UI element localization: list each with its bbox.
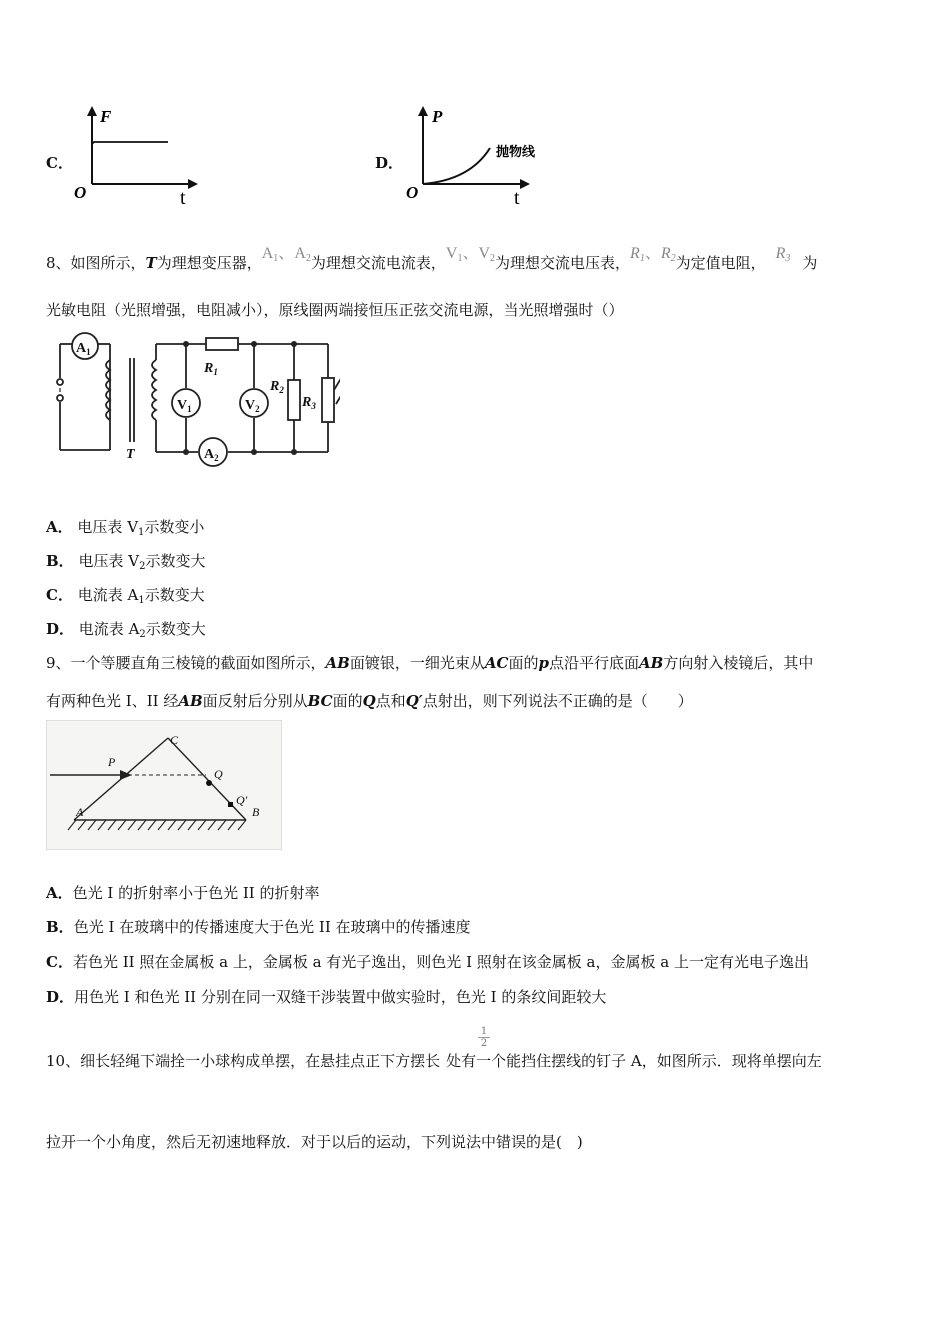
q8-symbol-T: T — [145, 254, 157, 272]
graph-d-x-label: t — [514, 187, 520, 209]
q8-sep3: 、 — [644, 245, 661, 262]
graph-d-power-time — [400, 100, 570, 210]
q8-text5: 为 — [802, 254, 818, 272]
q9-option-b[interactable]: B．色光 I 在玻璃中的传播速度大于色光 II 在玻璃中的传播速度 — [46, 918, 471, 936]
graph-c-origin: O — [74, 183, 87, 202]
circuit-meter-V2: $V_2$ — [245, 398, 260, 414]
graph-c-x-label: t — [180, 187, 186, 209]
q8-stem-line1 — [46, 245, 818, 274]
q9-option-d[interactable]: D．用色光 I 和色光 II 分别在同一双缝干涉装置中做实验时，色光 I 的条纹间距较大 — [46, 988, 607, 1006]
q9-stem-line1: 9、一个等腰直角三棱镜的截面如图所示，AB面镀银，一细光束从AC面的p点沿平行底面AB方向射入棱镜后，其中 — [46, 654, 814, 672]
graph-d-curve-label: 抛物线 — [496, 144, 536, 159]
q9-option-c[interactable]: C．若色光 II 照在金属板 a 上，金属板 a 有光子逸出，则色光 I 照射在该金属板 a，金属板 a 上一定有光电子逸出 — [46, 953, 809, 971]
q8-prefix: 8、如图所示， — [46, 254, 146, 272]
circuit-label-T: T — [126, 447, 135, 462]
graph-d-origin: O — [406, 183, 419, 202]
q8-symbol-V2: $V_2$ — [478, 245, 496, 264]
q8-sep2: 、 — [462, 245, 479, 262]
circuit-label-R1: $R_1$ — [204, 361, 218, 377]
prism-label-C: C — [170, 733, 179, 747]
graph-d-y-label: P — [432, 107, 443, 126]
option-d-label: D． — [375, 154, 404, 172]
q8-symbol-R1: $R_1$ — [630, 245, 645, 264]
q8-symbol-R3: $R_3$ — [775, 245, 791, 264]
q8-text4: 为定值电阻， — [675, 254, 766, 272]
q8-text3: 为理想交流电压表， — [495, 254, 631, 272]
graph-c-force-time — [70, 100, 210, 210]
q8-symbol-R2: $R_2$ — [660, 245, 676, 264]
q10-fraction — [478, 1026, 490, 1049]
graph-c-y-label: F — [100, 107, 112, 126]
q9-stem-line2: 有两种色光 I、II 经AB面反射后分别从BC面的Q点和Q′点射出，则下列说法不正确的是（ ） — [46, 692, 693, 710]
q8-sep1: 、 — [278, 245, 295, 262]
q10-stem-line1: 10、细长轻绳下端拴一小球构成单摆，在悬挂点正下方摆长 处有一个能挡住摆线的钉子 A，如图所示．现将单摆向左 — [46, 1052, 822, 1070]
option-c-label: C． — [46, 154, 73, 172]
q8-option-b[interactable]: B． 电压表 $V_2$示数变大 — [46, 552, 206, 572]
q10-stem-line2: 拉开一个小角度，然后无初速地释放．对于以后的运动，下列说法中错误的是( ) — [46, 1133, 583, 1151]
q9-prism-figure — [46, 720, 282, 850]
circuit-meter-A2: $A_2$ — [204, 447, 219, 463]
q8-text1: 为理想变压器， — [156, 254, 262, 272]
prism-label-Qprime: Q′ — [236, 793, 248, 807]
q8-circuit-diagram — [50, 330, 340, 470]
prism-label-B: B — [252, 805, 260, 819]
q8-option-d[interactable]: D． 电流表 $A_2$示数变大 — [46, 620, 206, 640]
circuit-meter-V1: $V_1$ — [177, 398, 192, 414]
q8-symbol-V1: $V_1$ — [445, 245, 463, 264]
prism-label-A: A — [76, 805, 84, 819]
q8-symbol-A2: $A_2$ — [294, 245, 311, 264]
q8-symbol-A1: $A_1$ — [261, 245, 279, 264]
circuit-meter-A1: $A_1$ — [76, 341, 91, 357]
q9-option-a[interactable]: A．色光 I 的折射率小于色光 II 的折射率 — [46, 884, 320, 902]
q8-text2: 为理想交流电流表， — [310, 254, 446, 272]
circuit-label-R3: $R_3$ — [302, 395, 316, 411]
circuit-label-R2: $R_2$ — [270, 379, 284, 395]
q10-fraction-denominator: 2 — [478, 1037, 490, 1049]
prism-label-Q: Q — [214, 767, 223, 781]
q8-option-c[interactable]: C． 电流表 $A_1$示数变大 — [46, 586, 205, 606]
prism-label-P: P — [108, 755, 116, 769]
q8-stem-line2: 光敏电阻（光照增强，电阻减小），原线圈两端接恒压正弦交流电源，当光照增强时（） — [46, 301, 624, 319]
q8-option-a[interactable]: A． 电压表 $V_1$示数变小 — [46, 518, 205, 538]
q10-fraction-numerator: 1 — [480, 1026, 488, 1037]
